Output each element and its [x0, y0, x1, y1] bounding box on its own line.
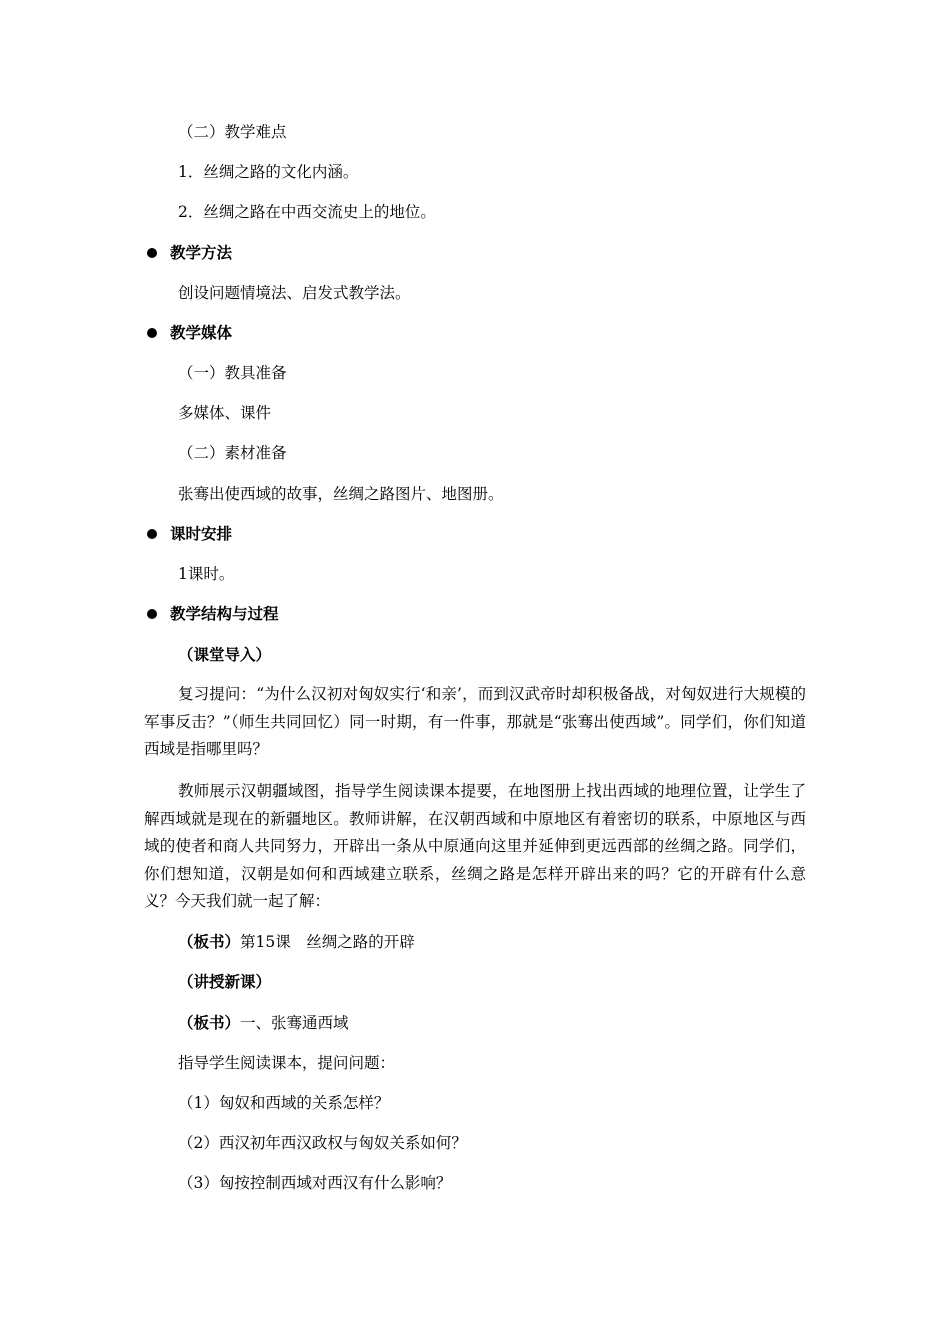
- board-label: （板书）: [178, 933, 241, 951]
- board-line-1: [178, 932, 415, 952]
- question-item: （1）匈奴和西域的关系怎样？: [178, 1094, 390, 1112]
- materials-heading: （二）素材准备: [178, 444, 287, 462]
- tools-text: 多媒体、课件: [178, 404, 272, 422]
- question-item: （3）匈按控制西域对西汉有什么影响？: [178, 1174, 452, 1192]
- section-title: 一、张骞通西域: [240, 1014, 349, 1032]
- bullet-icon: [147, 328, 157, 338]
- materials-text: 张骞出使西域的故事，丝绸之路图片、地图册。: [178, 485, 504, 503]
- bullet-icon: [147, 529, 157, 539]
- tools-heading: （一）教具准备: [178, 364, 287, 382]
- bullet-icon: [147, 609, 157, 619]
- question-item: （2）西汉初年西汉政权与匈奴关系如何？: [178, 1134, 467, 1152]
- media-heading: 教学媒体: [170, 324, 233, 342]
- difficulty-item: 2．丝绸之路在中西交流史上的地位。: [178, 203, 436, 221]
- board-line-2: [178, 1013, 349, 1033]
- difficulty-item: 1．丝绸之路的文化内涵。: [178, 163, 359, 181]
- difficulties-heading: （二）教学难点: [178, 123, 287, 141]
- schedule-heading: 课时安排: [170, 525, 233, 543]
- bullet-icon: [147, 248, 157, 258]
- lesson-title: 第15课 丝绸之路的开辟: [240, 933, 415, 951]
- intro-label: （课堂导入）: [178, 646, 272, 664]
- explanation-paragraph: 教师展示汉朝疆域图，指导学生阅读课本提要，在地图册上找出西域的地理位置，让学生了解西域就是现在的新疆地区。教师讲解，在汉朝西域和中原地区有着密切的联系，中原地区与西域的使者和商人共同努力，开辟出一条从中原通向这里并延伸到更远西部的丝绸之路。同学们，你们想知道，汉朝是如何和西域建立联系，丝绸之路是怎样开辟出来的吗？它的开辟有什么意义？今天我们就一起了解：: [144, 782, 806, 910]
- intro-paragraph: 复习提问：“为什么汉初对匈奴实行‘和亲’，而到汉武帝时却积极备战，对匈奴进行大规模的军事反击？”（师生共同回忆）同一时期，有一件事，那就是“张骞出使西域”。同学们，你们知道西域是指哪里吗？: [144, 685, 806, 758]
- methods-heading: 教学方法: [170, 244, 233, 262]
- new-lesson-label: （讲授新课）: [178, 973, 272, 991]
- process-heading: 教学结构与过程: [170, 605, 279, 623]
- schedule-text: 1课时。: [178, 565, 235, 583]
- board-label: （板书）: [178, 1014, 241, 1032]
- methods-text: 创设问题情境法、启发式教学法。: [178, 284, 411, 302]
- guide-text: 指导学生阅读课本，提问问题：: [178, 1054, 396, 1072]
